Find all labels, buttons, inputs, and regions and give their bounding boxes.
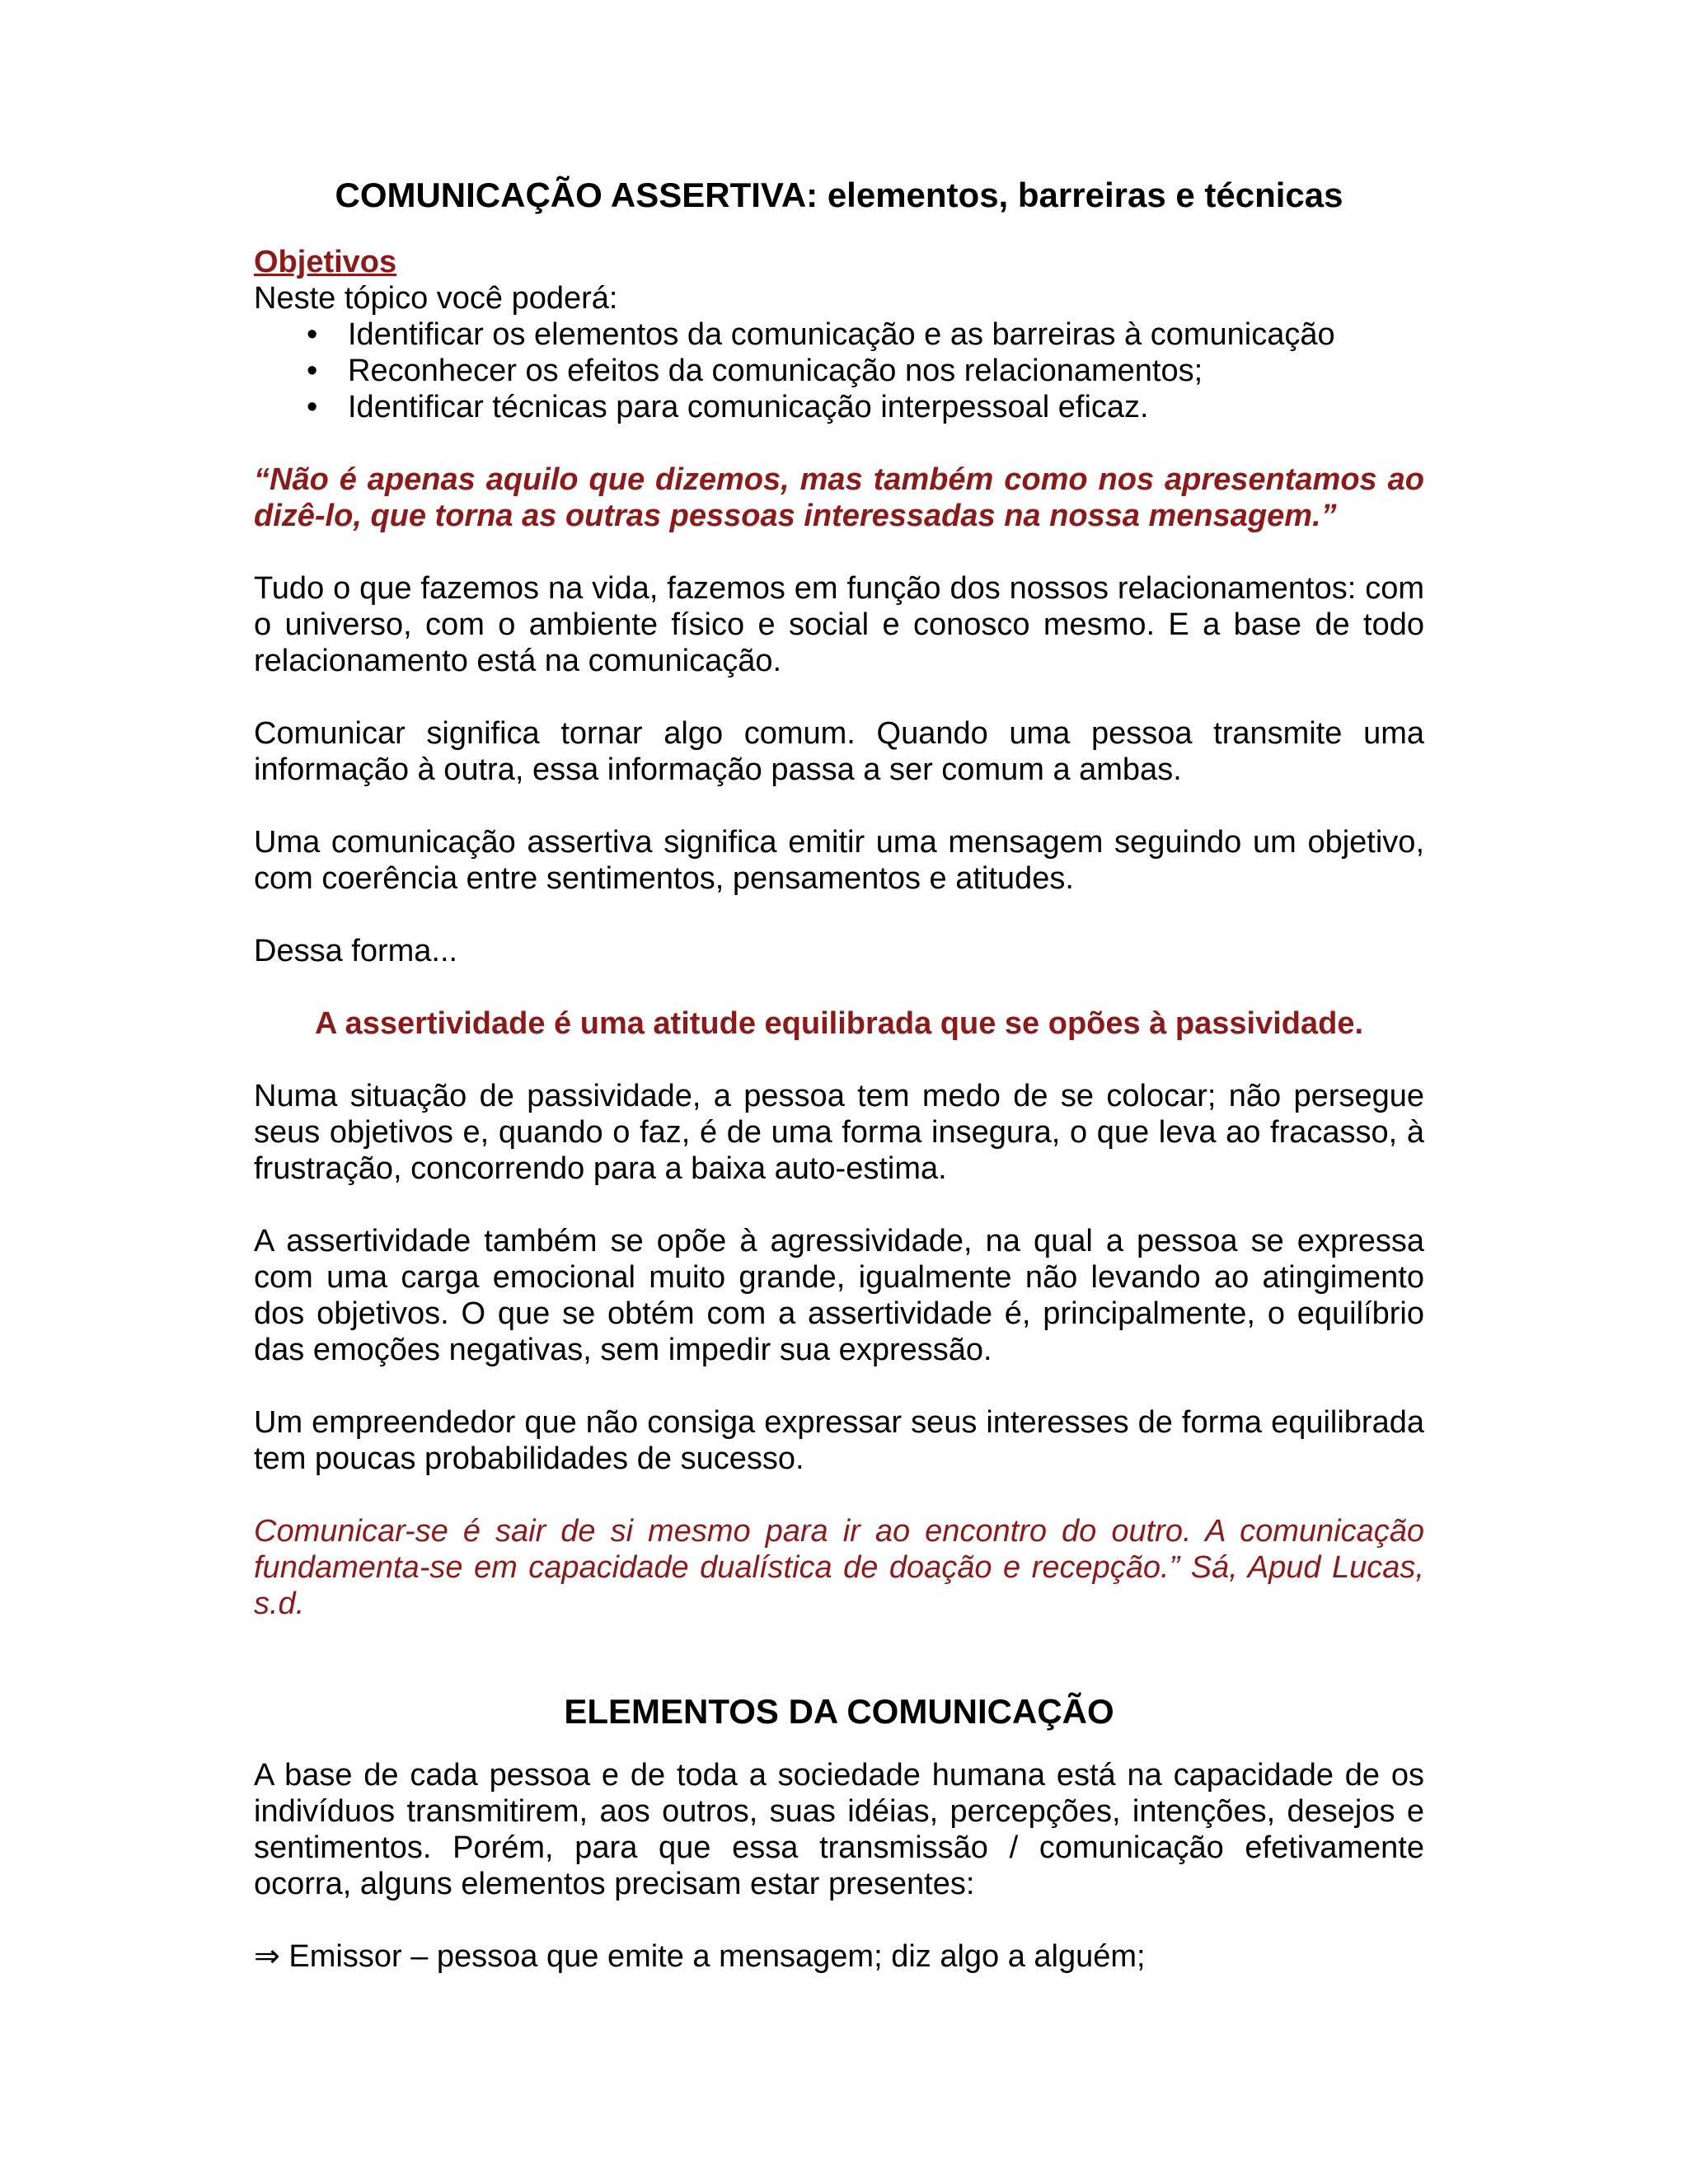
paragraph: Tudo o que fazemos na vida, fazemos em função dos nossos relacionamentos: com o universo, com o ambiente físico e social e conosco mesmo. E a base de todo relacionamento está na comunicação. (254, 571, 1424, 678)
arrow-item-text: Emissor – pessoa que emite a mensagem; diz algo a alguém; (288, 1939, 1146, 1974)
objectives-list (254, 316, 1424, 425)
paragraph: Comunicar significa tornar algo comum. Quando uma pessoa transmite uma informação à outra, essa informação passa a ser comum a ambas. (254, 716, 1424, 787)
paragraph: Um empreendedor que não consiga expressar seus interesses de forma equilibrada tem poucas probabilidades de sucesso. (254, 1405, 1424, 1476)
bullet-icon: • (307, 390, 318, 424)
citation-quote: Comunicar-se é sair de si mesmo para ir ao encontro do outro. A comunicação fundamenta-se em capacidade dualística de doação e recepção.” Sá, Apud Lucas, s.d. (254, 1514, 1424, 1621)
paragraph: Uma comunicação assertiva significa emitir uma mensagem seguindo um objetivo, com coerência entre sentimentos, pensamentos e atitudes. (254, 825, 1424, 896)
list-item (254, 316, 1424, 353)
bullet-icon: • (307, 317, 318, 352)
document-page (254, 175, 1424, 1975)
paragraph: Numa situação de passividade, a pessoa tem medo de se colocar; não persegue seus objetivos e, quando o faz, é de uma forma insegura, o que leva ao fracasso, à frustração, concorrendo para a baixa auto-estima. (254, 1079, 1424, 1186)
main-quote: “Não é apenas aquilo que dizemos, mas também como nos apresentamos ao dizê-lo, que torna as outras pessoas interessadas na nossa mensagem.” (254, 462, 1424, 533)
page-title: COMUNICAÇÃO ASSERTIVA: elementos, barreiras e técnicas (335, 176, 1343, 214)
paragraph: A assertividade também se opõe à agressividade, na qual a pessoa se expressa com uma carga emocional muito grande, igualmente não levando ao atingimento dos objetivos. O que se obtém com a assertividade é, principalmente, o equilíbrio das emoções negativas, sem impedir sua expressão. (254, 1224, 1424, 1367)
list-item (254, 389, 1424, 425)
paragraph: Dessa forma... (254, 934, 458, 968)
section-title: ELEMENTOS DA COMUNICAÇÃO (564, 1692, 1114, 1731)
objectives-heading: Objetivos (254, 245, 397, 279)
objectives-intro: Neste tópico você poderá: (254, 281, 618, 316)
list-item-text: Identificar os elementos da comunicação e as barreiras à comunicação (348, 317, 1335, 352)
highlight-statement: A assertividade é uma atitude equilibrada que se opões à passividade. (314, 1006, 1364, 1041)
list-item-text: Identificar técnicas para comunicação interpessoal eficaz. (348, 390, 1149, 424)
section-paragraph: A base de cada pessoa e de toda a sociedade humana está na capacidade de os indivíduos transmitirem, aos outros, suas idéias, percepções, intenções, desejos e sentimentos. Porém, para que essa transmissão / comunicação efetivamente ocorra, alguns elementos precisam estar presentes: (254, 1758, 1424, 1901)
arrow-list-item (254, 1938, 1424, 1975)
list-item-text: Reconhecer os efeitos da comunicação nos relacionamentos; (348, 354, 1203, 388)
bullet-icon: • (307, 354, 318, 388)
arrow-right-icon: ⇒ (254, 1939, 280, 1974)
list-item (254, 353, 1424, 389)
